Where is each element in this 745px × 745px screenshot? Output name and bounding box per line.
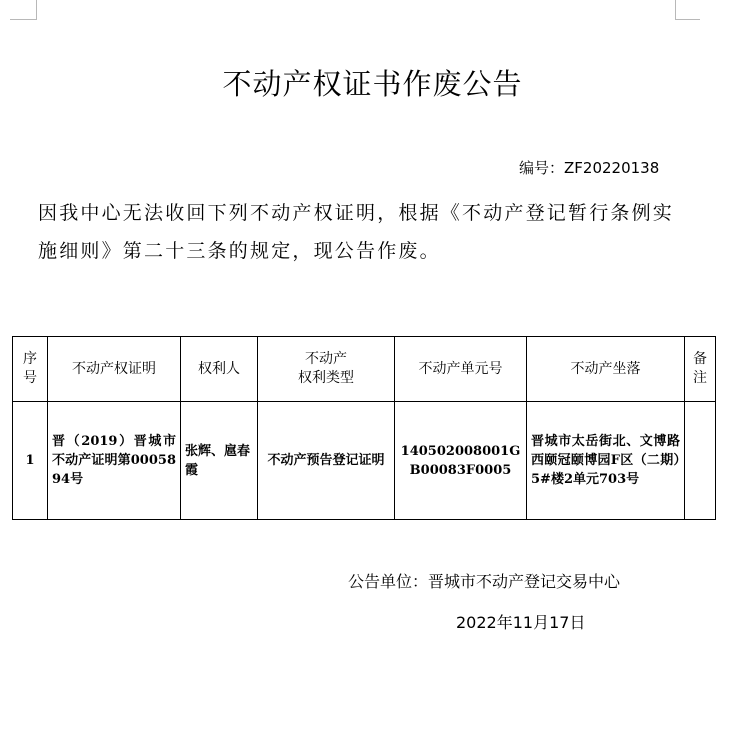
cell-right-type: 不动产预告登记证明 — [258, 402, 395, 520]
void-certificate-table — [12, 336, 716, 520]
cell-remark — [685, 402, 716, 520]
issue-date: 2022年11月17日 — [456, 613, 586, 632]
document-title: 不动产权证书作废公告 — [222, 67, 523, 101]
header-remark: 备 注 — [685, 337, 716, 402]
issuer-line: 公告单位：晋城市不动产登记交易中心 — [348, 572, 621, 591]
cell-location: 晋城市太岳街北、文博路西颐冠颐博园F区（二期）5#楼2单元703号 — [527, 402, 685, 520]
header-seq: 序 号 — [13, 337, 48, 402]
header-holder: 权利人 — [181, 337, 258, 402]
header-location: 不动产坐落 — [527, 337, 685, 402]
cell-certificate: 晋（2019）晋城市不动产证明第0005894号 — [48, 402, 181, 520]
header-unit-no: 不动产单元号 — [395, 337, 527, 402]
table-header-row — [13, 337, 716, 402]
table-row — [13, 402, 716, 520]
page-corner-mark-right — [675, 0, 700, 20]
cell-seq: 1 — [13, 402, 48, 520]
header-right-type: 不动产 权利类型 — [258, 337, 395, 402]
page-corner-mark-left — [10, 0, 37, 20]
document-body: 因我中心无法收回下列不动产权证明，根据《不动产登记暂行条例实施细则》第二十三条的规定，现公告作废。 — [38, 202, 675, 262]
document-number: 编号：ZF20220138 — [519, 159, 660, 177]
header-certificate: 不动产权证明 — [48, 337, 181, 402]
cell-unit-no: 140502008001GB00083F0005 — [395, 402, 527, 520]
cell-holder: 张辉、扈春霞 — [181, 402, 258, 520]
